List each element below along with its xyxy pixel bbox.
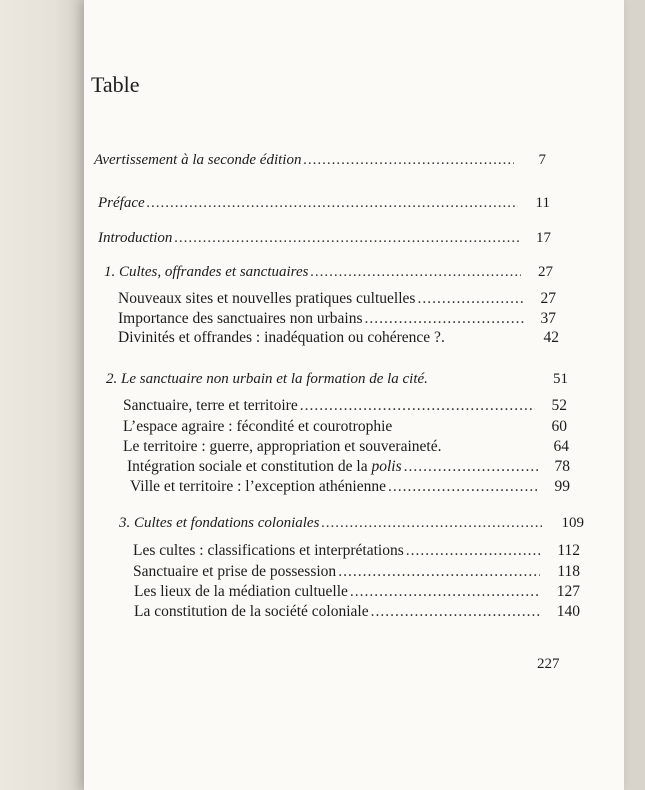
toc-entry [123, 438, 569, 456]
toc-entry-page: 78 [554, 458, 570, 475]
toc-entry-page: 17 [536, 230, 551, 246]
toc-entry-page: 140 [556, 603, 580, 620]
toc-entry-label: Avertissement à la seconde édition [94, 152, 302, 168]
toc-entry-label: Nouveaux sites et nouvelles pratiques cultuelles [118, 290, 416, 307]
toc-chapter [106, 371, 568, 388]
dot-leader [371, 603, 540, 621]
dot-leader [350, 583, 540, 601]
page-number: 227 [537, 656, 560, 672]
toc-entry [127, 458, 570, 476]
toc-entry [133, 542, 580, 560]
dot-leader [174, 230, 519, 247]
facing-page [0, 0, 90, 790]
toc-entry-label: L’espace agraire : fécondité et courotrophie [123, 418, 393, 435]
toc-chapter [119, 515, 584, 532]
toc-entry [98, 195, 550, 212]
dot-leader [406, 542, 540, 560]
toc-entry-page: 7 [538, 152, 546, 168]
toc-entry [118, 290, 556, 308]
toc-entry-page: 118 [557, 563, 580, 580]
toc-entry-page: 99 [554, 478, 570, 495]
dot-leader [300, 397, 535, 415]
toc-entry-page: 37 [540, 310, 556, 327]
dot-leader [388, 478, 538, 496]
dot-leader [321, 515, 542, 532]
dot-leader [338, 563, 540, 581]
toc-entry-label: Le territoire : guerre, appropriation et souveraineté. [123, 438, 442, 455]
toc-entry-page: 64 [553, 438, 569, 455]
toc-entry-label: 2. Le sanctuaire non urbain et la formation de la cité. [106, 371, 428, 387]
toc-entry-page: 27 [540, 290, 556, 307]
toc-entry-label [127, 458, 402, 476]
toc-entry-label: Les cultes : classifications et interprétations [133, 542, 404, 559]
dot-leader [303, 152, 514, 169]
dot-leader [147, 195, 518, 212]
toc-entry [118, 329, 559, 347]
toc-entry-label: Ville et territoire : l’exception athénienne [130, 478, 386, 495]
dot-leader [364, 310, 524, 328]
toc-entry [98, 230, 551, 247]
toc-entry-page: 27 [538, 264, 553, 280]
toc-entry [134, 583, 580, 601]
toc-entry-label: Divinités et offrandes : inadéquation ou cohérence ?. [118, 329, 445, 346]
toc-entry-page: 42 [543, 329, 559, 346]
toc-entry-label: Sanctuaire, terre et territoire [123, 397, 298, 414]
toc-entry [94, 152, 546, 169]
toc-entry-label: Les lieux de la médiation cultuelle [134, 583, 348, 600]
toc-entry-label: Sanctuaire et prise de possession [133, 563, 337, 580]
toc-entry-page: 60 [551, 418, 567, 435]
toc-entry-page: 109 [561, 515, 584, 531]
toc-entry-page: 112 [557, 542, 580, 559]
toc-entry [118, 310, 556, 328]
toc-entry [123, 397, 567, 415]
toc-entry-page: 127 [556, 583, 580, 600]
toc-entry-label: Préface [98, 195, 145, 211]
toc-entry-label-italic: polis [371, 458, 402, 475]
toc-entry [134, 603, 580, 621]
page-title: Table [91, 72, 140, 97]
toc-entry-page: 11 [535, 195, 550, 211]
toc-entry-label: 3. Cultes et fondations coloniales [119, 515, 320, 531]
toc-entry [133, 563, 580, 581]
toc-entry-label-text: Intégration sociale et constitution de la [127, 458, 372, 475]
toc-entry [130, 478, 570, 496]
dot-leader [310, 264, 521, 281]
toc-entry [123, 418, 567, 436]
toc-entry-label: La constitution de la société coloniale [134, 603, 369, 620]
toc-entry-label: Introduction [98, 230, 173, 246]
toc-entry-label: 1. Cultes, offrandes et sanctuaires [104, 264, 309, 280]
dot-leader [417, 290, 524, 308]
toc-entry-page: 51 [553, 371, 568, 387]
dot-leader [404, 458, 538, 476]
toc-entry-page: 52 [551, 397, 567, 414]
toc-entry-label: Importance des sanctuaires non urbains [118, 310, 363, 327]
toc-chapter [104, 264, 553, 281]
